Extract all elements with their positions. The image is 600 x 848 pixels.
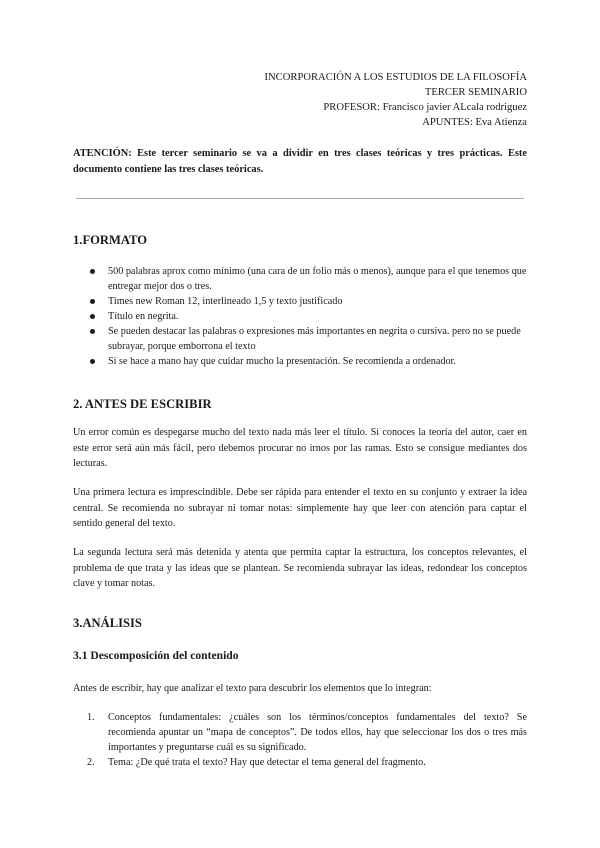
list-item — [73, 710, 527, 755]
bullet-icon — [90, 359, 95, 364]
document-header — [264, 70, 527, 130]
seminar-label: TERCER SEMINARIO — [424, 87, 527, 98]
bullet-text: Se pueden destacar las palabras o expresiones más importantes en negrita o cursiva. pero no se puede subrayar, porque emborrona el texto — [108, 326, 521, 352]
list-item — [73, 755, 527, 770]
notes-author: APUNTES: Eva Atienza — [422, 117, 527, 128]
paragraph: Un error común es despegarse mucho del texto nada más leer el título. Si conoces la teoría del autor, caer en este error será aún más fácil, pero debemos procurar no irnos por las ramas. Esto se consigue mediantes dos lecturas. — [73, 427, 527, 470]
paragraph: La segunda lectura será más detenida y atenta que permita captar la estructura, los conceptos relevantes, el problema de que trata y las ideas que se plantean. Se recomienda subrayar las ideas, redondear los conceptos clave y tomar notas. — [73, 547, 527, 590]
bullet-icon — [90, 269, 95, 274]
professor-line: PROFESOR: Francisco javier ALcala rodriguez — [323, 102, 527, 113]
bullet-icon — [90, 329, 95, 334]
bullet-icon — [90, 299, 95, 304]
list-item — [73, 294, 527, 309]
bullet-text: Título en negrita. — [108, 311, 179, 322]
attention-note: ATENCIÓN: Este tercer seminario se va a dividir en tres clases teóricas y tres prácticas. Este documento contiene las tres clases teóricas. — [73, 148, 527, 175]
paragraph: Antes de escribir, hay que analizar el texto para descubrir los elementos que lo integran: — [73, 683, 432, 694]
bullet-text: Si se hace a mano hay que cuidar mucho la presentación. Se recomienda a ordenador. — [108, 356, 456, 367]
item-number: 1. — [87, 712, 95, 723]
item-number: 2. — [87, 757, 95, 768]
horizontal-divider — [76, 198, 524, 199]
course-title: INCORPORACIÓN A LOS ESTUDIOS DE LA FILOSOFÍA — [264, 72, 527, 83]
subsection-3-1-heading: 3.1 Descomposición del contenido — [73, 649, 239, 662]
format-bullet-list — [73, 264, 527, 369]
section-2-heading: 2. ANTES DE ESCRIBIR — [73, 397, 212, 411]
paragraph: Una primera lectura es imprescindible. Debe ser rápida para entender el texto en su conjunto y extraer la idea central. Se recomienda no subrayar ni tomar notas: simplemente hay que leer con atención para captar el sentido general del texto. — [73, 487, 527, 530]
bullet-text: 500 palabras aprox como mínimo (una cara de un folio más o menos), aunque para el que tenemos que entregar mejor dos o tres. — [108, 266, 527, 292]
list-item — [73, 324, 527, 354]
item-text: Conceptos fundamentales: ¿cuáles son los términos/conceptos fundamentales del texto? Se recomienda apuntar un “mapa de conceptos”. De todos ellos, hay que seleccionar los dos o tres más importantes y preguntarse cuál es su significado. — [108, 712, 527, 753]
bullet-text: Times new Roman 12, interlineado 1,5 y texto justificado — [108, 296, 343, 307]
list-item — [73, 354, 527, 369]
list-item — [73, 264, 527, 294]
analysis-numbered-list — [73, 710, 527, 770]
section-3-heading: 3.ANÁLISIS — [73, 616, 142, 630]
bullet-icon — [90, 314, 95, 319]
list-item — [73, 309, 527, 324]
item-text: Tema: ¿De qué trata el texto? Hay que detectar el tema general del fragmento. — [108, 757, 426, 768]
section-1-heading: 1.FORMATO — [73, 233, 148, 247]
